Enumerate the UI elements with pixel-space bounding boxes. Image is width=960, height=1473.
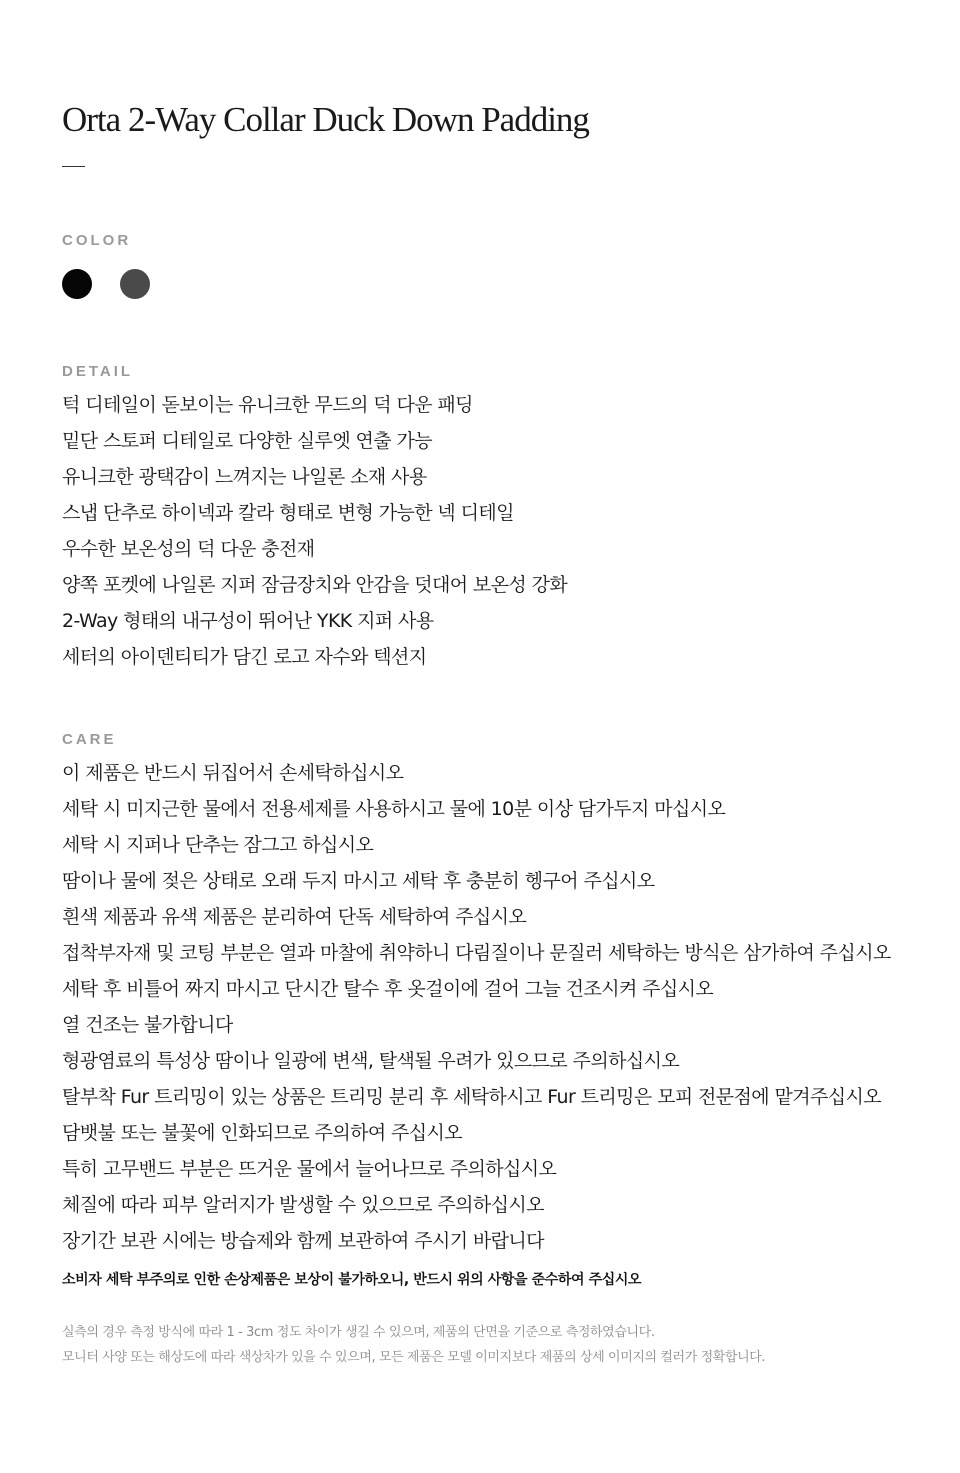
care-item: 세탁 시 미지근한 물에서 전용세제를 사용하시고 물에 10분 이상 담가두지 마십시오 [62, 798, 726, 820]
care-item: 세탁 후 비틀어 짜지 마시고 단시간 탈수 후 옷걸이에 걸어 그늘 건조시켜 주십시오 [62, 978, 714, 1000]
color-section-label: COLOR [62, 232, 132, 249]
detail-item: 양쪽 포켓에 나일론 지퍼 잠금장치와 안감을 덧대어 보온성 강화 [62, 574, 568, 596]
note-item: 모니터 사양 또는 해상도에 따라 색상차가 있을 수 있으며, 모든 제품은 모델 이미지보다 제품의 상세 이미지의 컬러가 정확합니다. [62, 1350, 766, 1365]
care-item: 세탁 시 지퍼나 단추는 잠그고 하십시오 [62, 834, 374, 856]
product-title: Orta 2-Way Collar Duck Down Padding [62, 100, 589, 139]
care-item: 땀이나 물에 젖은 상태로 오래 두지 마시고 세탁 후 충분히 헹구어 주십시오 [62, 870, 655, 892]
color-swatch-charcoal[interactable] [120, 269, 150, 299]
care-item: 체질에 따라 피부 알러지가 발생할 수 있으므로 주의하십시오 [62, 1194, 544, 1216]
measurement-notes [62, 1320, 765, 1370]
title-divider [62, 166, 85, 167]
detail-item: 밑단 스토퍼 디테일로 다양한 실루엣 연출 가능 [62, 430, 432, 452]
color-swatch-black[interactable] [62, 269, 92, 299]
care-warning: 소비자 세탁 부주의로 인한 손상제품은 보상이 불가하오니, 반드시 위의 사항을 준수하여 주십시오 [62, 1272, 642, 1288]
detail-item: 스냅 단추로 하이넥과 칼라 형태로 변형 가능한 넥 디테일 [62, 502, 514, 524]
detail-item: 세터의 아이덴티티가 담긴 로고 자수와 텍션지 [62, 646, 427, 668]
detail-list [62, 387, 567, 675]
note-item: 실측의 경우 측정 방식에 따라 1 - 3cm 정도 차이가 생길 수 있으며, 제품의 단면을 기준으로 측정하였습니다. [62, 1325, 655, 1340]
detail-item: 우수한 보온성의 덕 다운 충전재 [62, 538, 315, 560]
detail-item: 턱 디테일이 돋보이는 유니크한 무드의 덕 다운 패딩 [62, 394, 473, 416]
care-item: 담뱃불 또는 불꽃에 인화되므로 주의하여 주십시오 [62, 1122, 463, 1144]
care-item: 특히 고무밴드 부분은 뜨거운 물에서 늘어나므로 주의하십시오 [62, 1158, 557, 1180]
detail-item: 유니크한 광택감이 느껴지는 나일론 소재 사용 [62, 466, 427, 488]
care-list [62, 755, 891, 1259]
care-item: 열 건조는 불가합니다 [62, 1014, 233, 1036]
care-item: 접착부자재 및 코팅 부분은 열과 마찰에 취약하니 다림질이나 문질러 세탁하는 방식은 삼가하여 주십시오 [62, 942, 891, 964]
care-item: 이 제품은 반드시 뒤집어서 손세탁하십시오 [62, 762, 404, 784]
care-item: 탈부착 Fur 트리밍이 있는 상품은 트리밍 분리 후 세탁하시고 Fur 트리밍은 모피 전문점에 맡겨주십시오 [62, 1086, 882, 1108]
color-swatches [62, 269, 150, 299]
detail-item: 2-Way 형태의 내구성이 뛰어난 YKK 지퍼 사용 [62, 610, 434, 632]
care-item: 흰색 제품과 유색 제품은 분리하여 단독 세탁하여 주십시오 [62, 906, 527, 928]
care-section-label: CARE [62, 731, 117, 748]
care-item: 형광염료의 특성상 땀이나 일광에 변색, 탈색될 우려가 있으므로 주의하십시오 [62, 1050, 680, 1072]
detail-section-label: DETAIL [62, 363, 134, 380]
care-item: 장기간 보관 시에는 방습제와 함께 보관하여 주시기 바랍니다 [62, 1230, 544, 1252]
